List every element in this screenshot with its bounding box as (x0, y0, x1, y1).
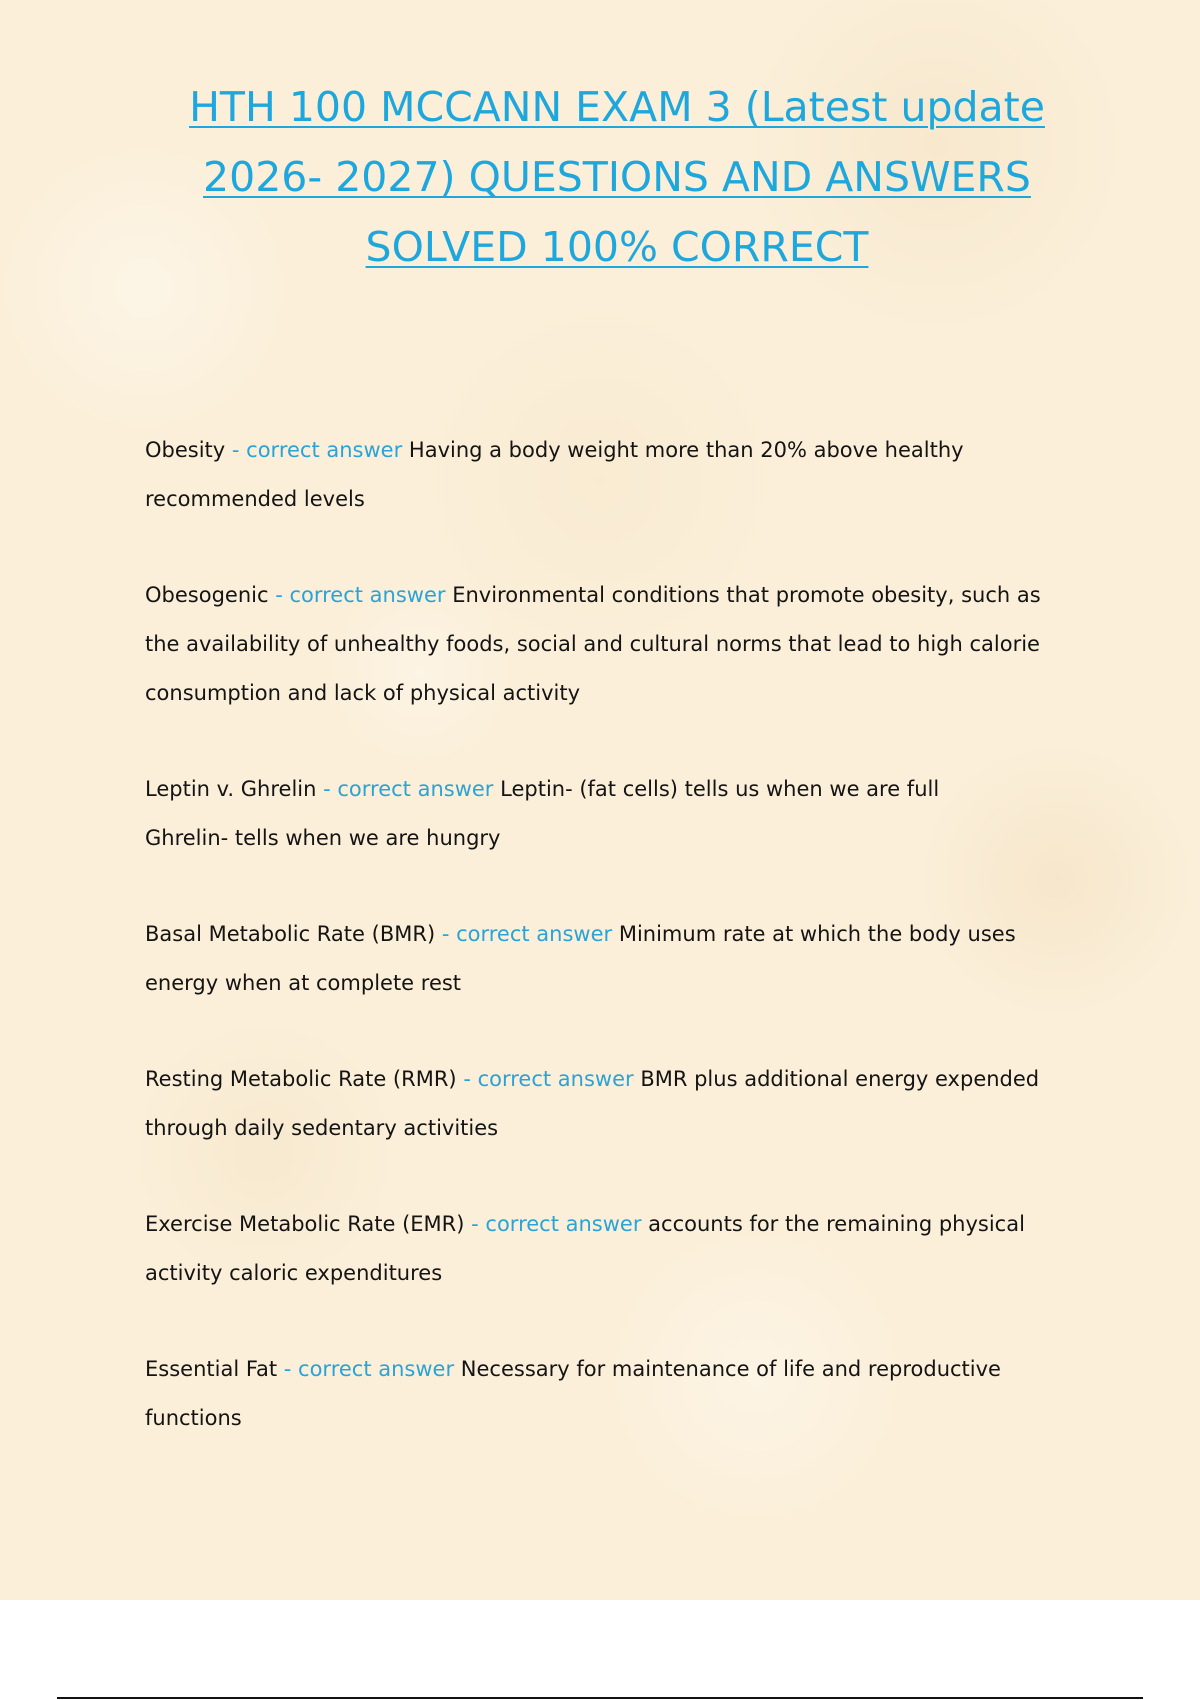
qa-list (145, 426, 1095, 1490)
qa-item-obesogenic (145, 571, 1095, 718)
answer-text: consumption and lack of physical activity (145, 681, 581, 705)
answer-text: Environmental conditions that promote obesity, such as (452, 583, 1041, 607)
correct-answer-label: - correct answer (283, 1357, 455, 1381)
answer-text: Minimum rate at which the body uses (618, 922, 1016, 946)
qa-line (145, 1345, 1095, 1394)
qa-item-rmr (145, 1055, 1095, 1153)
correct-answer-label: - correct answer (471, 1212, 642, 1236)
answer-text: energy when at complete rest (145, 971, 462, 995)
term: Obesity (145, 438, 226, 462)
qa-line (145, 571, 1095, 620)
answer-text: Ghrelin- tells when we are hungry (145, 826, 501, 850)
term: Leptin v. Ghrelin (145, 777, 317, 801)
title-line: HTH 100 MCCANN EXAM 3 (Latest update (189, 83, 1045, 131)
answer-text: functions (145, 1406, 242, 1430)
correct-answer-label: - correct answer (323, 777, 494, 801)
correct-answer-label: - correct answer (275, 583, 446, 607)
qa-line (145, 1055, 1095, 1104)
answer-text: Leptin- (fat cells) tells us when we are full (500, 777, 940, 801)
answer-text: Necessary for maintenance of life and reproductive (460, 1357, 1001, 1381)
qa-item-bmr (145, 910, 1095, 1008)
qa-line (145, 1200, 1095, 1249)
term: Exercise Metabolic Rate (EMR) (145, 1212, 465, 1236)
correct-answer-label: - correct answer (463, 1067, 634, 1091)
title-line: SOLVED 100% CORRECT (365, 223, 869, 271)
qa-item-obesity (145, 426, 1095, 524)
answer-text: accounts for the remaining physical (648, 1212, 1025, 1236)
qa-line (145, 910, 1095, 959)
correct-answer-label: - correct answer (441, 922, 613, 946)
qa-line (145, 765, 1095, 814)
term: Obesogenic (145, 583, 269, 607)
answer-text: through daily sedentary activities (145, 1116, 499, 1140)
answer-text: activity caloric expenditures (145, 1261, 443, 1285)
answer-text: recommended levels (145, 487, 365, 511)
answer-text: BMR plus additional energy expended (640, 1067, 1040, 1091)
correct-answer-label: - correct answer (231, 438, 403, 462)
document-title (120, 72, 1114, 282)
qa-item-essential-fat (145, 1345, 1095, 1443)
title-line: 2026- 2027) QUESTIONS AND ANSWERS (203, 153, 1031, 201)
answer-text: the availability of unhealthy foods, social and cultural norms that lead to high calorie (145, 632, 1040, 656)
qa-item-leptin-ghrelin (145, 765, 1095, 863)
qa-item-emr (145, 1200, 1095, 1298)
answer-text: Having a body weight more than 20% above healthy (408, 438, 964, 462)
qa-line (145, 426, 1095, 475)
term: Resting Metabolic Rate (RMR) (145, 1067, 457, 1091)
term: Basal Metabolic Rate (BMR) (145, 922, 436, 946)
term: Essential Fat (145, 1357, 278, 1381)
footer-divider (57, 1697, 1143, 1699)
